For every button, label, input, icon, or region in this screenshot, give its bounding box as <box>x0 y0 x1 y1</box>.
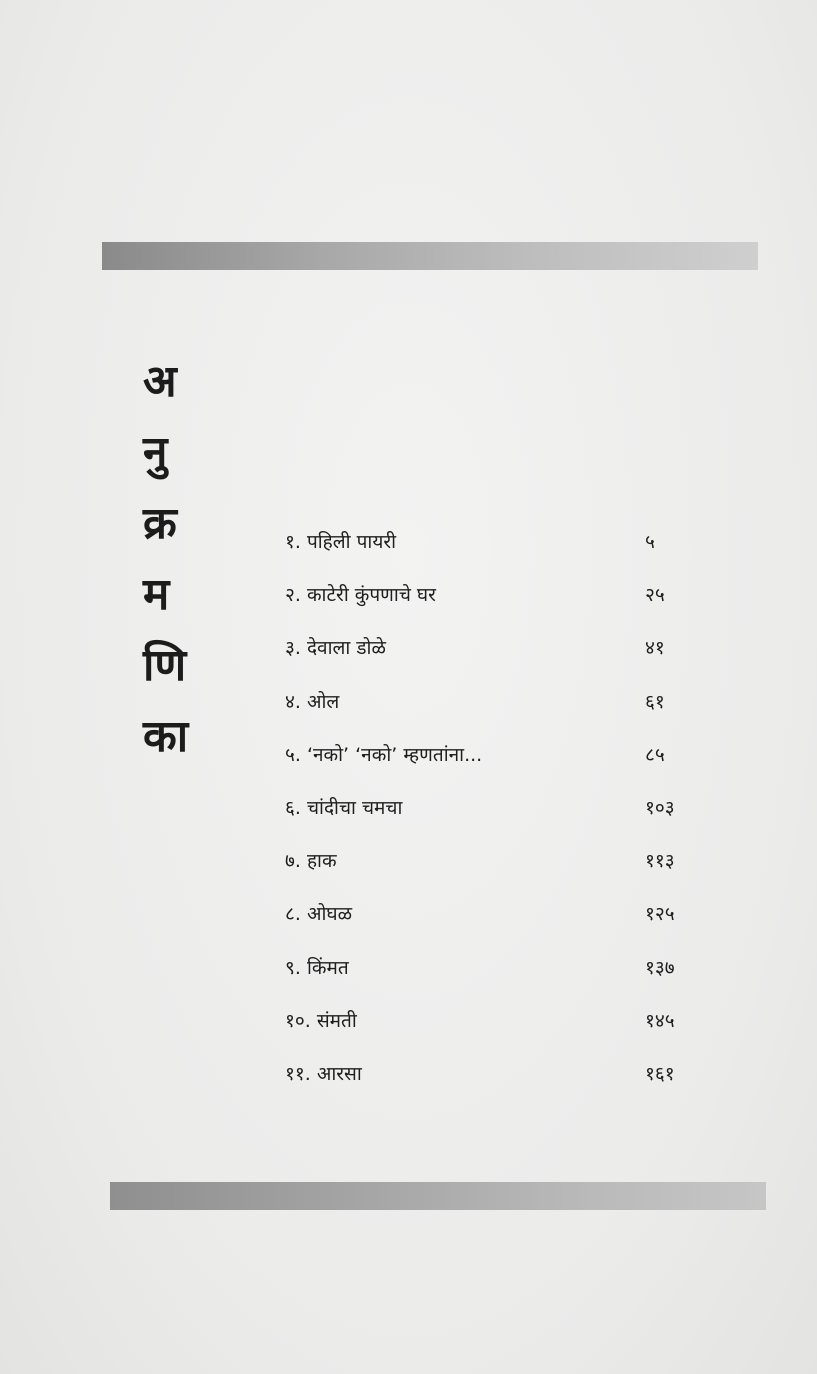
table-of-contents <box>285 528 705 1113</box>
toc-entry-title: ७. हाक <box>285 850 337 873</box>
toc-entry-page: १३७ <box>645 956 675 979</box>
toc-entry-title: ११. आरसा <box>285 1062 362 1085</box>
toc-entry <box>285 900 705 953</box>
toc-entry-title: ५. ‘नको’ ‘नको’ म्हणतांना... <box>285 743 483 766</box>
toc-entry <box>285 741 705 794</box>
toc-entry-page: ४१ <box>645 637 665 660</box>
top-decorative-band <box>102 242 758 270</box>
heading-letter: म <box>143 569 170 620</box>
toc-entry <box>285 634 705 687</box>
toc-entry-title: १. पहिली पायरी <box>285 531 397 553</box>
toc-entry-page: १०३ <box>645 796 675 819</box>
toc-entry <box>285 1060 705 1113</box>
contents-heading-vertical <box>143 352 203 778</box>
toc-entry-title: ६. चांदीचा चमचा <box>285 796 403 819</box>
heading-letter: नु <box>143 427 168 478</box>
bottom-decorative-band <box>110 1182 766 1210</box>
toc-entry-page: १२५ <box>645 903 675 926</box>
toc-entry-title: ८. ओघळ <box>285 903 353 926</box>
toc-entry-title: १०. संमती <box>285 1009 357 1032</box>
toc-entry <box>285 794 705 847</box>
toc-entry <box>285 954 705 1007</box>
heading-letter: का <box>143 711 189 762</box>
toc-entry <box>285 581 705 634</box>
toc-entry-page: १४५ <box>645 1009 675 1032</box>
toc-entry-page: ८५ <box>645 743 665 766</box>
toc-entry <box>285 528 705 581</box>
toc-entry-page: ११३ <box>645 850 675 873</box>
toc-entry <box>285 688 705 741</box>
toc-entry-title: ४. ओल <box>285 690 340 713</box>
toc-entry <box>285 847 705 900</box>
heading-letter: अ <box>143 356 177 407</box>
toc-entry-page: ५ <box>645 531 655 553</box>
heading-letter: णि <box>143 640 187 691</box>
toc-entry <box>285 1007 705 1060</box>
toc-entry-title: ९. किंमत <box>285 956 349 979</box>
toc-entry-page: २५ <box>645 584 665 607</box>
toc-entry-title: ३. देवाला डोळे <box>285 637 386 660</box>
toc-entry-page: ६१ <box>645 690 665 713</box>
heading-letter: क्र <box>143 498 177 549</box>
toc-entry-title: २. काटेरी कुंपणाचे घर <box>285 584 436 607</box>
toc-entry-page: १६१ <box>645 1062 675 1085</box>
